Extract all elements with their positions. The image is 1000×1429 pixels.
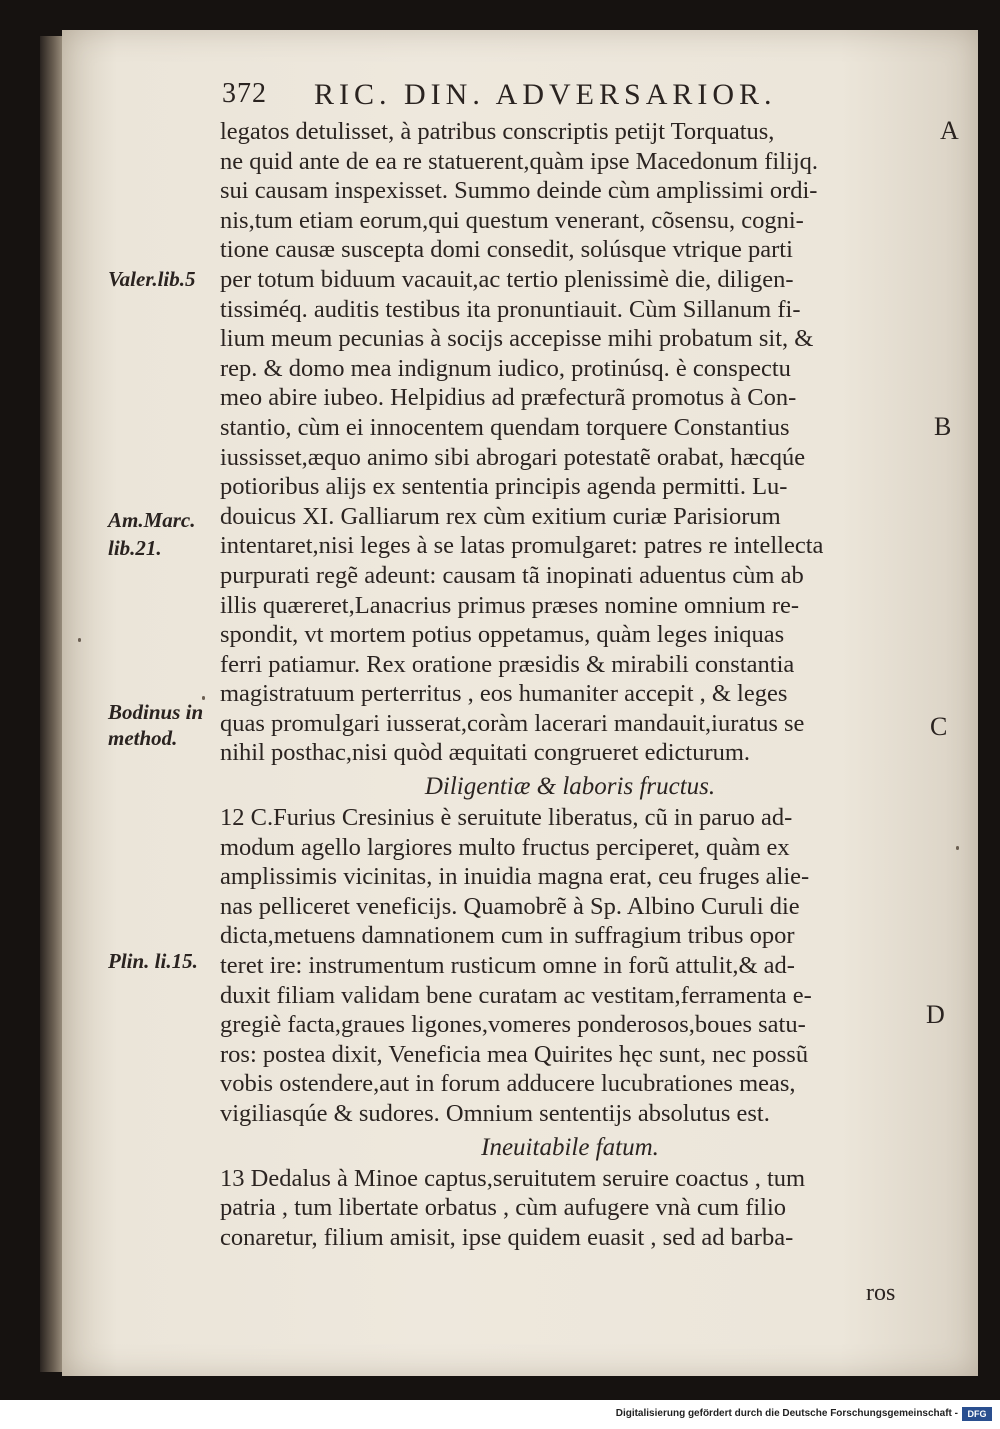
text-line: conaretur, filium amisit, ipse quidem euasit , sed ad barba- (220, 1223, 794, 1251)
text-line: meo abire iubeo. Helpidius ad præfecturã promotus à Con- (220, 384, 797, 412)
text-line: teret ire: instrumentum rusticum omne in forũ attulit,& ad- (220, 952, 795, 980)
text-line: stantio, cùm ei innocentem quendam torquere Constantius (220, 413, 790, 441)
section-heading: Ineuitabile fatum. (481, 1133, 659, 1161)
text-line: intentaret,nisi leges à se latas promulgaret: patres re intellecta (220, 532, 824, 560)
text-line: dicta,metuens damnationem cum in suffragium tribus opor (220, 922, 795, 950)
text-line: amplissimis vicinitas, in inuidia magna erat, ceu fruges alie- (220, 863, 810, 891)
text-line: nas pelliceret veneficijs. Quamobrẽ à Sp. Albino Curuli die (220, 892, 800, 920)
marginal-note: Plin. li.15. (108, 949, 198, 973)
text-line: spondit, vt mortem potius oppetamus, quàm leges iniquas (220, 621, 785, 649)
page-number: 372 (222, 78, 267, 109)
paper-speck (956, 846, 959, 850)
text-line: ferri patiamur. Rex oratione præsidis & mirabili constantia (220, 650, 795, 678)
text-line: modum agello largiores multo fructus perciperet, quàm ex (220, 833, 790, 861)
running-title: RIC. DIN. ADVERSARIOR. (314, 78, 777, 111)
footer-credit: Digitalisierung gefördert durch die Deutsche Forschungsgemeinschaft - (615, 1408, 958, 1419)
body-text (220, 117, 920, 1252)
paper-speck (202, 696, 205, 700)
text-line: vobis ostendere,aut in forum adducere lucubrationes meas, (220, 1070, 796, 1098)
marginal-note: lib.21. (108, 536, 162, 560)
text-line: magistratuum perterritus , eos humaniter accepit , & leges (220, 680, 788, 708)
text-line: iussisset,æquo animo sibi abrogari potestatẽ orabat, hæcqúe (220, 443, 806, 471)
marginal-note: Bodinus in (108, 700, 204, 724)
text-line: duxit filiam validam bene curatam ac vestitam,ferramenta e- (220, 981, 812, 1009)
dfg-logo: DFG (962, 1407, 992, 1421)
text-line: ros: postea dixit, Veneficia mea Quirites hęc sunt, nec possũ (220, 1040, 809, 1068)
text-line: purpurati regẽ adeunt: causam tã inopinati aduentus cùm ab (220, 561, 804, 589)
margin-letter-c: C (930, 712, 948, 741)
text-line: sui causam inspexisset. Summo deinde cùm amplissimi ordi- (220, 177, 818, 205)
text-line: tione causæ suscepta domi consedit, solúsque vtrique parti (220, 236, 793, 264)
section-heading: Diligentiæ & laboris fructus. (424, 773, 716, 801)
text-line: per totum biduum vacauit,ac tertio plenissimè die, diligen- (220, 265, 794, 293)
running-head (222, 78, 842, 114)
text-line: vigiliasqúe & sudores. Omnium sententijs absolutus est. (220, 1100, 770, 1127)
text-line: legatos detulisset, à patribus conscriptis petijt Torquatus, (220, 118, 775, 145)
text-line: tissiméq. auditis testibus ita pronuntiauit. Cùm Sillanum fi- (220, 295, 801, 323)
text-line: douicus XI. Galliarum rex cùm exitium curiæ Parisiorum (220, 502, 781, 530)
text-line: rep. & domo mea indignum iudico, protinúsq. è conspectu (220, 354, 791, 382)
marginal-note: Am.Marc. (108, 508, 196, 532)
margin-letter-b: B (934, 412, 952, 441)
text-line: lium meum pecunias à socijs accepisse mihi probatum sit, & (220, 325, 814, 353)
marginal-note: Valer.lib.5 (108, 267, 196, 291)
footer-bar (0, 1400, 1000, 1429)
margin-letter-d: D (926, 1000, 945, 1029)
text-line: illis quæreret,Lanacrius primus præses nomine omnium re- (220, 591, 800, 619)
text-line: patria , tum libertate orbatus , cùm aufugere vnà cum filio (220, 1194, 787, 1222)
text-line: nis,tum etiam eorum,qui questum venerant, cõsensu, cogni- (220, 206, 804, 234)
paper-speck (78, 638, 81, 642)
margin-letter-a: A (940, 116, 959, 145)
marginal-note: method. (108, 726, 178, 750)
text-line: potioribus alijs ex sententia principis agenda permitti. Lu- (220, 473, 788, 501)
text-line: quas promulgari iusserat,coràm lacerari mandauit,iuratus se (220, 709, 805, 737)
text-line: nihil posthac,nisi quòd æquitati congrueret edicturum. (220, 739, 751, 767)
text-line: 13 Dedalus à Minoe captus,seruitutem seruire coactus , tum (220, 1164, 806, 1192)
text-line: ne quid ante de ea re statuerent,quàm ipse Macedonum filijq. (220, 147, 819, 175)
text-line: gregiè facta,graues ligones,vomeres ponderosos,boues satu- (220, 1011, 806, 1039)
text-line: 12 C.Furius Cresinius è seruitute liberatus, cũ in paruo ad- (220, 804, 793, 832)
catchword: ros (866, 1280, 896, 1306)
